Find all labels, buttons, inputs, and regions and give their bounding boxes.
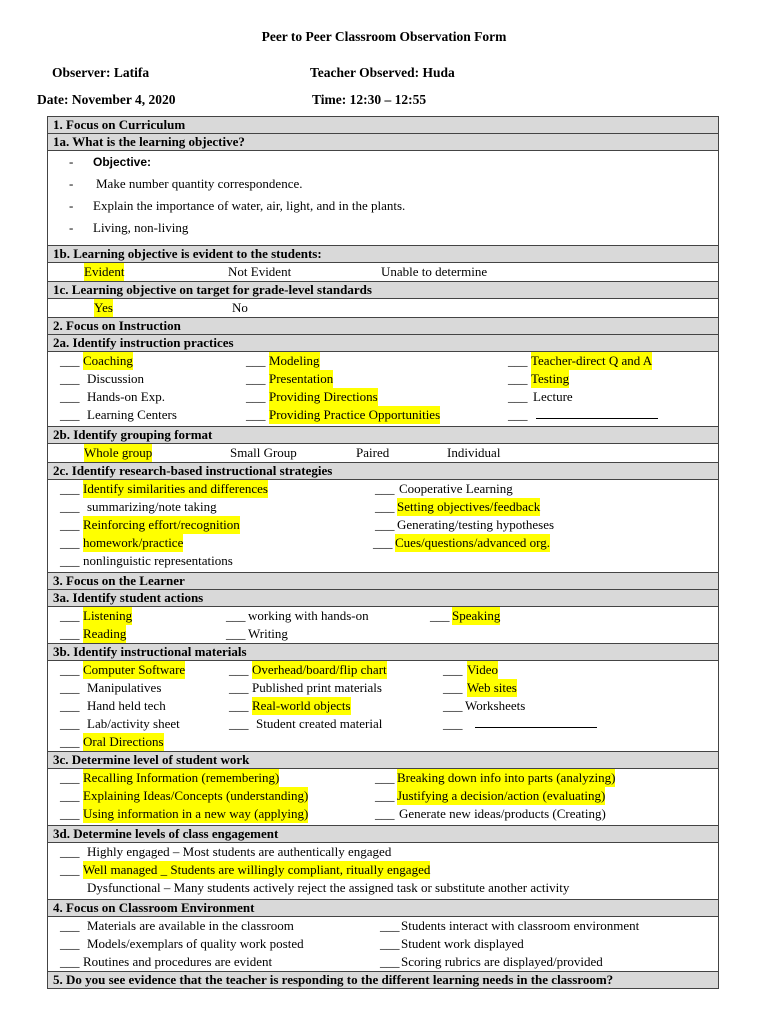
work-evaluating: Justifying a decision/action (evaluating)	[397, 788, 606, 803]
list-item: - Make number quantity correspondence.	[69, 176, 303, 191]
time-label: Time: 12:30 – 12:55	[312, 92, 427, 107]
option-evident: Evident	[84, 264, 125, 279]
answer-1b	[48, 263, 719, 282]
question-2b: 2b. Identify grouping format	[48, 427, 719, 444]
material-websites: Web sites	[467, 680, 517, 695]
answer-2b	[48, 444, 719, 463]
action-reading: Reading	[83, 626, 127, 641]
env-routines: Routines and procedures are evident	[83, 954, 273, 969]
option-no: No	[232, 300, 248, 315]
action-listening: Listening	[83, 608, 133, 623]
form-title: Peer to Peer Classroom Observation Form	[261, 29, 507, 44]
question-2c: 2c. Identify research-based instructional strategies	[48, 463, 719, 480]
question-1b: 1b. Learning objective is evident to the students:	[48, 246, 719, 263]
work-remembering: Recalling Information (remembering)	[83, 770, 280, 785]
material-overhead: Overhead/board/flip chart	[252, 662, 387, 677]
observer-label: Observer: Latifa	[52, 65, 150, 80]
question-3a: 3a. Identify student actions	[48, 590, 719, 607]
action-writing: Writing	[248, 626, 288, 641]
option-unable: Unable to determine	[381, 264, 488, 279]
answer-2c: ___ Identify similarities and differences ___ Cooperative Learning ___ summarizing/note taking ___ Setting objectives/feedback ___ Reinforcing effort/recognition ___ Generating/testing hypotheses ___ homework/practice ___ Cues/questions/advanced org. ___ nonlinguistic representations	[48, 480, 719, 573]
action-speaking: Speaking	[452, 608, 501, 623]
observation-table	[47, 116, 719, 989]
question-3d: 3d. Determine levels of class engagement	[48, 826, 719, 843]
practice-teacher-qa: Teacher-direct Q and A	[531, 353, 653, 368]
material-software: Computer Software	[83, 662, 186, 677]
grouping-small: Small Group	[230, 445, 297, 460]
engagement-high: Highly engaged – Most students are authentically engaged	[87, 844, 392, 859]
section-3-heading: 3. Focus on the Learner	[48, 573, 719, 590]
option-yes: Yes	[94, 300, 113, 315]
env-rubrics: Scoring rubrics are displayed/provided	[401, 954, 603, 969]
date-label: Date: November 4, 2020	[37, 92, 176, 107]
practice-hands-on: Hands-on Exp.	[87, 389, 165, 404]
answer-2a: ___ Coaching ___ Modeling ___ Teacher-direct Q and A ___ Discussion ___ Presentation ___ Testing ___ Hands-on Exp. ___ Providing Directions ___ Lecture ___ Learning Centers ___ Providing Practice Opportunities ___	[48, 352, 719, 427]
list-item: - Explain the importance of water, air, light, and in the plants.	[69, 198, 406, 213]
material-lab-sheet: Lab/activity sheet	[87, 716, 180, 731]
option-not-evident: Not Evident	[228, 264, 292, 279]
answer-4: ___ Materials are available in the classroom ___ Students interact with classroom environment ___ Models/exemplars of quality work posted ___ Student work displayed ___ Routines and procedures are evident ___ Scoring rubrics are displayed/provided	[48, 917, 719, 972]
work-analyzing: Breaking down info into parts (analyzing)	[397, 770, 616, 785]
question-1a: 1a. What is the learning objective?	[48, 134, 719, 151]
blank-line	[475, 715, 597, 728]
practice-discussion: Discussion	[87, 371, 145, 386]
material-handheld: Hand held tech	[87, 698, 166, 713]
env-materials: Materials are available in the classroom	[87, 918, 294, 933]
question-2a: 2a. Identify instruction practices	[48, 335, 719, 352]
strategy-nonlinguistic: nonlinguistic representations	[83, 553, 233, 568]
strategy-similarities: Identify similarities and differences	[83, 481, 268, 496]
strategy-summarizing: summarizing/note taking	[87, 499, 217, 514]
practice-learning-centers: Learning Centers	[87, 407, 177, 422]
work-creating: Generate new ideas/products (Creating)	[399, 806, 606, 821]
practice-providing-directions: Providing Directions	[269, 389, 378, 404]
objective-cell	[48, 151, 719, 246]
strategy-cues: Cues/questions/advanced org.	[395, 535, 551, 550]
practice-practice-opportunities: Providing Practice Opportunities	[269, 407, 441, 422]
strategy-cooperative: Cooperative Learning	[399, 481, 513, 496]
practice-testing: Testing	[531, 371, 570, 386]
grouping-whole: Whole group	[84, 445, 153, 460]
material-oral-directions: Oral Directions	[83, 734, 164, 749]
practice-lecture: Lecture	[533, 389, 573, 404]
list-item: - Objective:	[69, 154, 152, 169]
material-video: Video	[467, 662, 498, 677]
teacher-observed-label: Teacher Observed: Huda	[310, 65, 455, 80]
strategy-hypotheses: Generating/testing hypotheses	[397, 517, 555, 532]
answer-3a: ___ Listening ___ working with hands-on ___ Speaking ___ Reading ___ Writing	[48, 607, 719, 644]
section-4-heading: 4. Focus on Classroom Environment	[48, 900, 719, 917]
grouping-paired: Paired	[356, 445, 390, 460]
practice-modeling: Modeling	[269, 353, 320, 368]
practice-coaching: Coaching	[83, 353, 133, 368]
material-student-created: Student created material	[256, 716, 383, 731]
engagement-well-managed: Well managed _ Students are willingly compliant, ritually engaged	[83, 862, 431, 877]
question-3c: 3c. Determine level of student work	[48, 752, 719, 769]
env-student-work: Student work displayed	[401, 936, 524, 951]
material-real-world: Real-world objects	[252, 698, 351, 713]
env-students-interact: Students interact with classroom environment	[401, 918, 640, 933]
work-understanding: Explaining Ideas/Concepts (understanding)	[83, 788, 309, 803]
answer-3d: ___ Highly engaged – Most students are authentically engaged ___ Well managed _ Students are willingly compliant, ritually engaged Dysfunctional – Many students actively reject the assigned task or substitute another activity	[48, 843, 719, 900]
material-worksheets: Worksheets	[465, 698, 526, 713]
list-item: - Living, non-living	[69, 220, 189, 235]
blank-line	[536, 406, 658, 419]
material-published: Published print materials	[252, 680, 382, 695]
action-hands-on: working with hands-on	[248, 608, 369, 623]
strategy-homework: homework/practice	[83, 535, 184, 550]
answer-3c: ___ Recalling Information (remembering) ___ Breaking down info into parts (analyzing) ___ Explaining Ideas/Concepts (understanding) ___ Justifying a decision/action (evaluating) ___ Using information in a new way (applying) ___ Generate new ideas/products (Creating)	[48, 769, 719, 826]
strategy-objectives-feedback: Setting objectives/feedback	[397, 499, 541, 514]
work-applying: Using information in a new way (applying)	[83, 806, 309, 821]
material-manipulatives: Manipulatives	[87, 680, 162, 695]
strategy-reinforcing: Reinforcing effort/recognition	[83, 517, 240, 532]
question-1c: 1c. Learning objective on target for grade-level standards	[48, 282, 719, 299]
env-models: Models/exemplars of quality work posted	[87, 936, 304, 951]
grouping-individual: Individual	[447, 445, 501, 460]
section-2-heading: 2. Focus on Instruction	[48, 318, 719, 335]
section-1-heading: 1. Focus on Curriculum	[48, 117, 719, 134]
practice-presentation: Presentation	[269, 371, 334, 386]
answer-1c	[48, 299, 719, 318]
section-5-heading: 5. Do you see evidence that the teacher is responding to the different learning needs in the classroom?	[48, 972, 719, 989]
engagement-dysfunctional: Dysfunctional – Many students actively reject the assigned task or substitute another activity	[87, 880, 570, 895]
question-3b: 3b. Identify instructional materials	[48, 644, 719, 661]
answer-3b: ___ Computer Software ___ Overhead/board/flip chart ___ Video ___ Manipulatives ___ Published print materials ___ Web sites ___ Hand held tech ___ Real-world objects ___ Worksheets ___ Lab/activity sheet ___ Student created material ___ ___ Oral Directions	[48, 661, 719, 752]
